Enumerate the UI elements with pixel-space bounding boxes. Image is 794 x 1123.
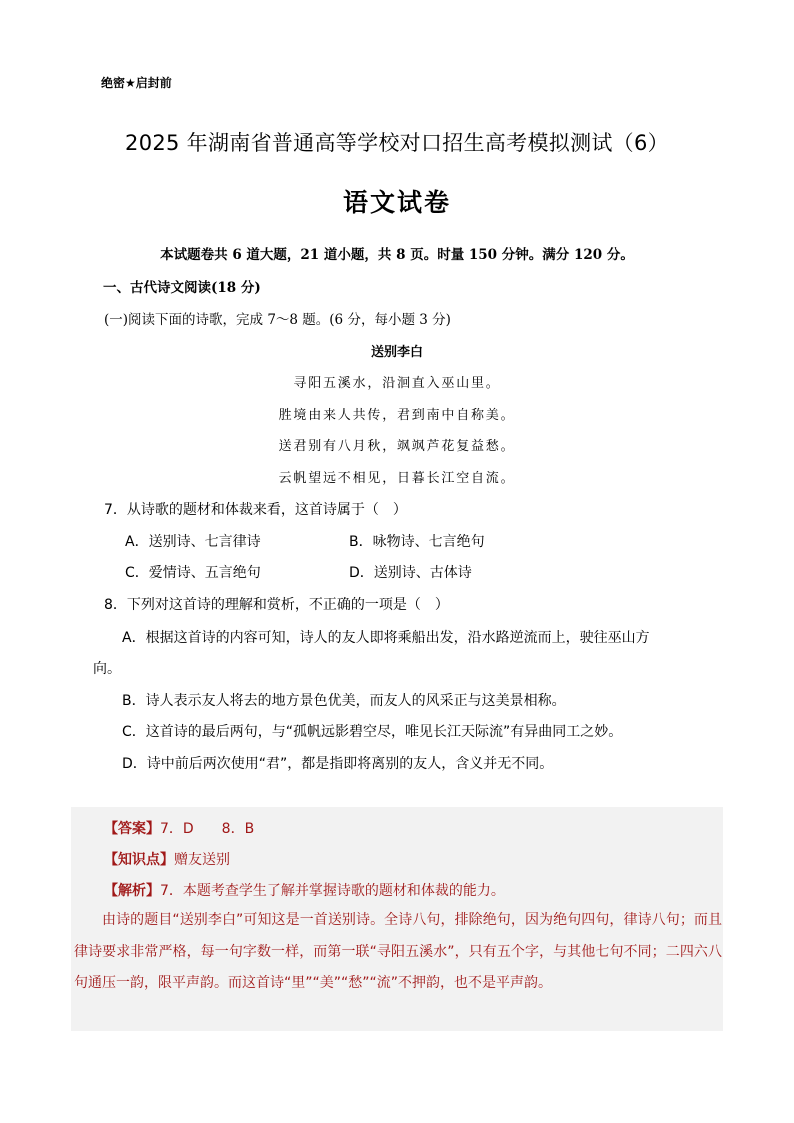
analysis-text: 7．本题考查学生了解并掌握诗歌的题材和体裁的能力。 <box>160 883 505 899</box>
question-8-option-c: C．这首诗的最后两句，与“孤帆远影碧空尽，唯见长江天际流”有异曲同工之妙。 <box>122 724 623 740</box>
knowledge-line <box>104 849 230 869</box>
exam-info: 本试题卷共 6 道大题，21 道小题，共 8 页。时量 150 分钟。满分 120 分。 <box>160 247 634 263</box>
confidential-label: 绝密★启封前 <box>101 76 172 90</box>
poem-title: 送别李白 <box>370 345 423 360</box>
question-8-option-a: A．根据这首诗的内容可知，诗人的友人即将乘船出发，沿水路逆流而上，驶往巫山方 <box>122 630 650 646</box>
answer-line <box>104 818 254 838</box>
knowledge-text: 赠友送别 <box>174 852 230 868</box>
answer-label: 【答案】 <box>104 821 160 837</box>
exam-subtitle: 语文试卷 <box>342 188 451 217</box>
question-7-option-d: D．送别诗、古体诗 <box>349 565 472 581</box>
question-7-option-c: C．爱情诗、五言绝句 <box>125 565 261 581</box>
question-7-option-b: B．咏物诗、七言绝句 <box>349 534 485 550</box>
answer-text: 7．D 8．B <box>160 821 255 837</box>
question-8-option-b: B．诗人表示友人将去的地方景色优美，而友人的风采正与这美景相称。 <box>122 693 566 709</box>
question-8-option-d: D．诗中前后两次使用“君”，都是指即将离别的友人，含义并无不同。 <box>122 756 554 772</box>
knowledge-label: 【知识点】 <box>104 852 174 868</box>
section-title: 一、古代诗文阅读(18 分) <box>103 280 261 296</box>
question-7-stem: 7．从诗歌的题材和体裁来看，这首诗属于（ ） <box>104 502 407 518</box>
poem-line: 胜境由来人共传，君到南中自称美。 <box>278 408 516 423</box>
exam-title: 2025 年湖南省普通高等学校对口招生高考模拟测试（6） <box>125 131 669 155</box>
poem-line: 寻阳五溪水，沿洄直入巫山里。 <box>293 376 501 391</box>
analysis-line <box>104 880 505 900</box>
poem-line: 云帆望远不相见，日暮长江空自流。 <box>278 471 516 486</box>
question-8-stem: 8．下列对这首诗的理解和赏析，不正确的一项是（ ） <box>104 597 449 613</box>
analysis-label: 【解析】 <box>104 883 160 899</box>
subsection-title: (一)阅读下面的诗歌，完成 7～8 题。(6 分，每小题 3 分) <box>104 312 451 328</box>
question-8-option-a-cont: 向。 <box>93 661 121 677</box>
poem-line: 送君别有八月秋，飒飒芦花复益愁。 <box>278 439 516 454</box>
question-7-option-a: A．送别诗、七言律诗 <box>125 534 261 550</box>
analysis-paragraph: 由诗的题目“送别李白”可知这是一首送别诗。全诗八句，排除绝句，因为绝句四句，律诗八句；而且律诗要求非常严格，每一句字数一样，而第一联“寻阳五溪水”，只有五个字，与其他七句不同；二四六八句通压一韵，限平声韵。而这首诗“里”“美”“愁”“流”不押韵，也不是平声韵。 <box>74 912 722 991</box>
